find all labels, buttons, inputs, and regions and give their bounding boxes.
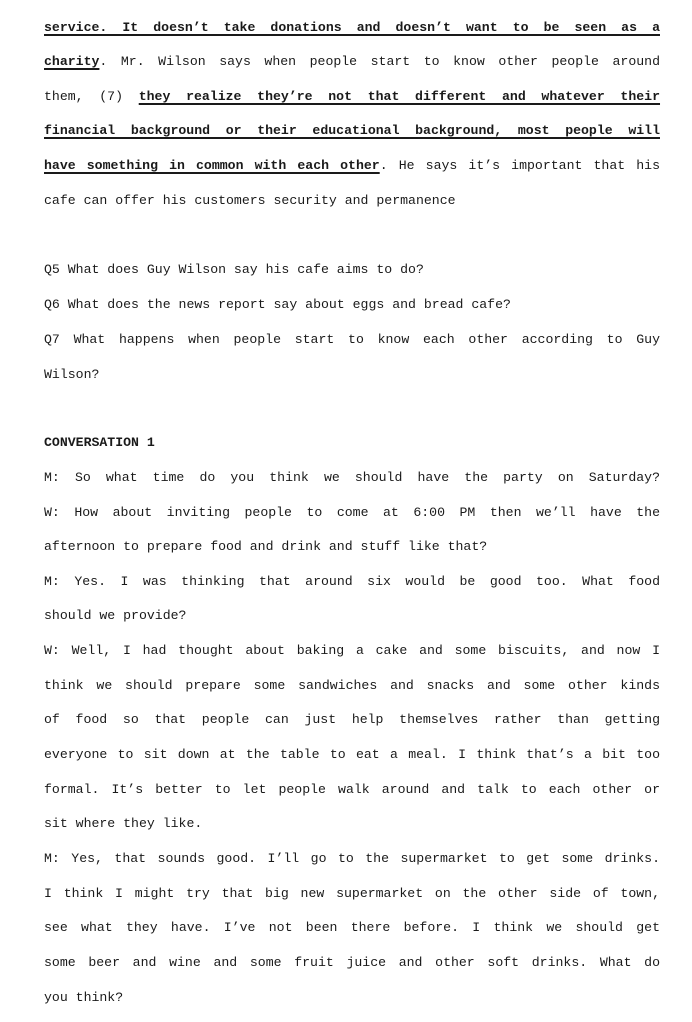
passage-line-1 [44,18,660,38]
conversation-line: M: So what time do you think we should have the party on Saturday? [44,470,660,485]
question-5: Q5 What does Guy Wilson say his cafe aims to do? [44,262,424,277]
passage-line-4 [44,121,660,141]
conversation-line: everyone to sit down at the table to eat a meal. I think that’s a bit too [44,747,660,762]
question-6: Q6 What does the news report say about eggs and bread cafe? [44,297,511,312]
conversation-line: of food so that people can just help themselves rather than getting [44,712,660,727]
passage-line-5 [44,156,660,176]
question-7-line-1: Q7 What happens when people start to know each other according to Guy [44,332,660,347]
passage-line-6 [44,191,660,211]
passage-text: . Mr. Wilson says when people start to know other people around [99,54,660,69]
conversation-line: should we provide? [44,608,187,623]
conversation-heading: CONVERSATION 1 [44,435,155,450]
conversation-line: formal. It’s better to let people walk around and talk to each other or [44,782,660,797]
passage-text: . He says it’s important that his [379,158,660,173]
conversation-line: afternoon to prepare food and drink and stuff like that? [44,539,488,554]
question-7-line-2: Wilson? [44,367,100,382]
conversation-line: W: Well, I had thought about baking a cake and some biscuits, and now I [44,643,660,658]
conversation-line: I think I might try that big new supermarket on the other side of town, [44,886,660,901]
passage-line-3 [44,87,660,107]
passage-text: cafe can offer his customers security and permanence [44,193,456,208]
underlined-answer-text: have something in common with each other [44,158,380,173]
underlined-answer-text: service. It doesn’t take donations and doesn’t want to be seen as a [44,20,660,35]
underlined-answer-text: they realize they’re not that different and whatever their [138,89,661,104]
conversation-line: some beer and wine and some fruit juice and other soft drinks. What do [44,955,660,970]
passage-line-2 [44,52,660,72]
conversation-line: see what they have. I’ve not been there before. I think we should get [44,920,660,935]
passage-text: them, (7) [44,89,139,104]
conversation-line: think we should prepare some sandwiches and snacks and some other kinds [44,678,660,693]
conversation-line: M: Yes, that sounds good. I’ll go to the supermarket to get some drinks. [44,851,660,866]
underlined-answer-text: financial background or their educational background, most people will [44,123,660,138]
underlined-answer-text: charity [44,54,100,69]
conversation-line: W: How about inviting people to come at 6:00 PM then we’ll have the [44,505,660,520]
conversation-line: M: Yes. I was thinking that around six would be good too. What food [44,574,660,589]
conversation-line: you think? [44,990,124,1005]
conversation-line: sit where they like. [44,816,203,831]
